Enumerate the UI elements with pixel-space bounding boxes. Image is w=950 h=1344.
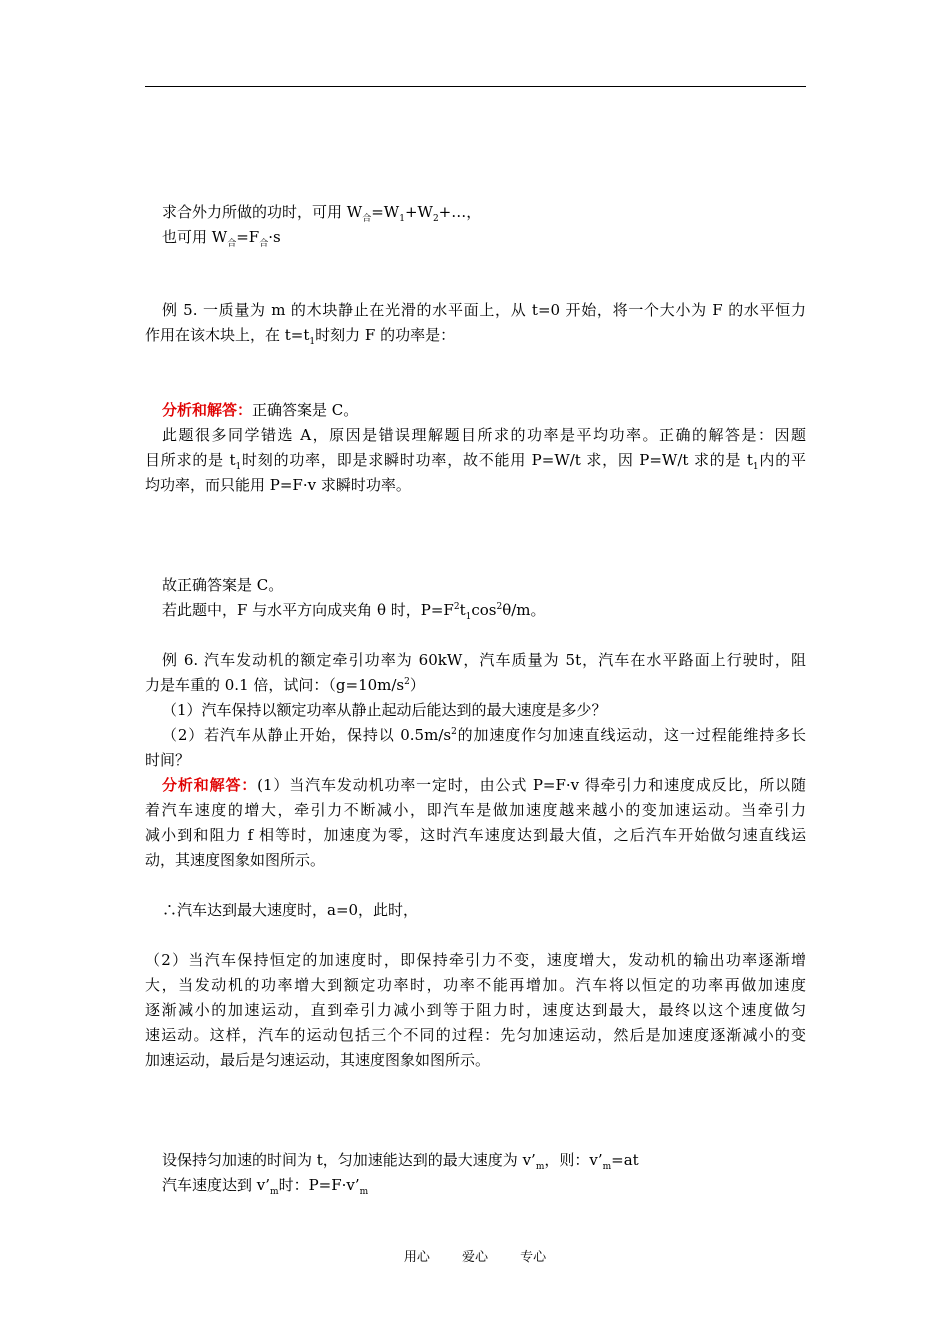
answer-6-line: 大，当发动机的功率增大到额定功率时，功率不能再增加。汽车将以恒定的功率再做加速度 [145,976,806,994]
answer-6-line: （2）当汽车保持恒定的加速度时，即保持牵引力不变，速度增大，发动机的输出功率逐渐增 [145,951,806,969]
text-line: 求合外力所做的功时，可用 $W_合=W_1+W_2+\dots$， [162,203,482,224]
example-6-line: 力是车重的 0.1 倍，试问：$(g=10m/s^2)$ [145,676,425,694]
answer-6-line: 逐渐减小的加速运动，直到牵引力减小到等于阻力时，速度达到最大，最终以这个速度做匀 [145,1001,806,1019]
answer-6-line: 加速运动，最后是匀速运动，其速度图象如图所示。 [145,1051,491,1069]
answer-6-line: 分析和解答：(1）当汽车发动机功率一定时，由公式 P=F·v 得牵引力和速度成反比，所以随 [162,776,806,794]
footer-item: 用心 [403,1250,430,1265]
answer-6-line: 汽车速度达到 $v’_m$时：$P=F\cdot v’_m$ [162,1176,369,1197]
header-rule [145,86,806,87]
example-5-line: 例 5. 一质量为 m 的木块静止在光滑的水平面上，从 t=0 开始，将一个大小为 F 的水平恒力 [162,301,806,319]
text-line: 也可用 $W_合=F_合\cdot s$ [162,228,281,249]
example-6-question-1: （1）汽车保持以额定功率从静止起动后能达到的最大速度是多少？ [162,701,607,719]
example-6-line: 例 6. 汽车发动机的额定牵引功率为 60kW，汽车质量为 5t，汽车在水平路面上行驶时，阻 [162,651,806,669]
answer-5-line: 分析和解答：正确答案是 C。 [162,401,359,419]
answer-6-line: 减小到和阻力 f 相等时，加速度为零，这时汽车速度达到最大值，之后汽车开始做匀速直线运 [145,826,806,844]
footer-item: 爱心 [461,1250,488,1265]
footer-item: 专心 [520,1250,547,1265]
answer-6-line: ∴汽车达到最大速度时，a=0，此时， [162,901,419,919]
example-5-line: 作用在该木块上，在 $t=t_1$时刻力 F 的功率是： [145,326,456,347]
answer-5-line: 目所求的是 $t_1$时刻的功率，即是求瞬时功率，故不能用 P=W/t 求，因 P=W/t 求的是 $t_1$内的平 [145,451,806,472]
answer-5-line: 若此题中，F 与水平方向成夹角 θ 时，$P=F^2t_1\cos^2\theta/m$。 [162,601,546,622]
example-6-question-2: （2）若汽车从静止开始，保持以 $0.5m/s^2$的加速度作匀加速直线运动，这一过程能维持多长 [162,726,806,744]
answer-label: 分析和解答： [162,401,253,419]
page-footer [0,1248,950,1268]
answer-5-line: 故正确答案是 C。 [162,576,284,594]
example-6-question-2: 时间？ [145,751,191,769]
answer-6-line: 速运动。这样，汽车的运动包括三个不同的过程：先匀加速运动，然后是加速度逐渐减小的变 [145,1026,806,1044]
answer-6-line: 动，其速度图象如图所示。 [145,851,326,869]
answer-5-line: 此题很多同学错选 A，原因是错误理解题目所求的功率是平均功率。正确的解答是：因题 [162,426,806,444]
answer-6-line: 着汽车速度的增大，牵引力不断减小，即汽车是做加速度越来越小的变加速运动。当牵引力 [145,801,806,819]
answer-label: 分析和解答： [162,776,258,794]
answer-5-line: 均功率，而只能用 P=F·v 求瞬时功率。 [145,476,411,494]
answer-6-line: 设保持匀加速的时间为 t，匀加速能达到的最大速度为 $v’_m$，则：$v’_m=at$ [162,1151,639,1172]
